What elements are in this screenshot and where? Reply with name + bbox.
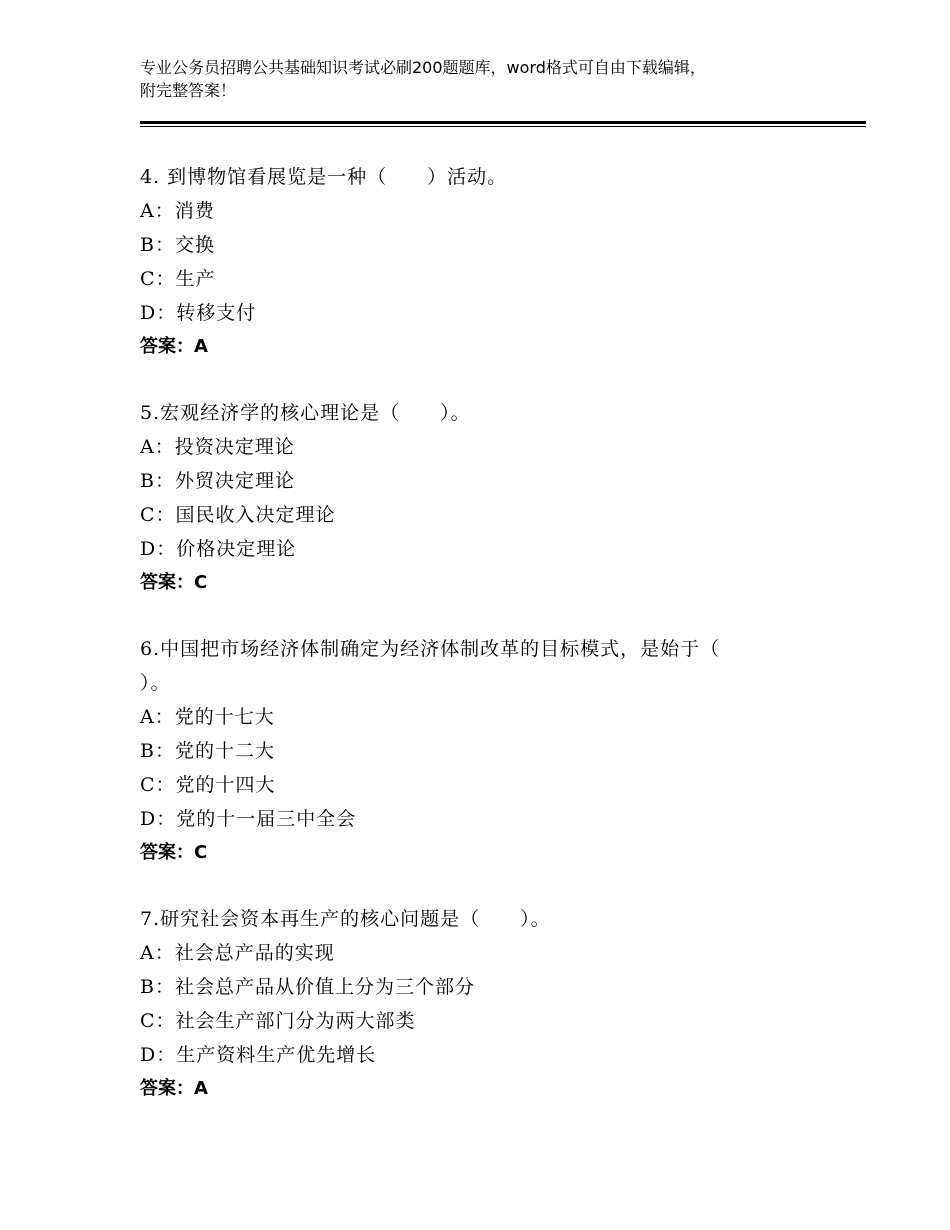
- option-b: B：交换: [140, 234, 215, 256]
- question-list: [140, 160, 840, 1138]
- option-b: B：党的十二大: [140, 740, 275, 762]
- question-stem: 7.研究社会资本再生产的核心问题是（ ）。: [140, 908, 551, 930]
- answer-label: 答案：A: [140, 336, 208, 357]
- option-c: C：国民收入决定理论: [140, 504, 336, 526]
- option-d: D：生产资料生产优先增长: [140, 1044, 377, 1066]
- answer-label: 答案：C: [140, 572, 208, 593]
- header-line-1: 专业公务员招聘公共基础知识考试必刷200题题库，word格式可自由下载编辑，: [140, 58, 706, 77]
- question-7: [140, 902, 840, 1106]
- option-c: C：党的十四大: [140, 774, 276, 796]
- option-d: D：价格决定理论: [140, 538, 297, 560]
- question-stem: 5.宏观经济学的核心理论是（ ）。: [140, 402, 471, 424]
- question-6: [140, 632, 840, 870]
- option-b: B：外贸决定理论: [140, 470, 295, 492]
- question-stem-continued: ）。: [140, 672, 171, 694]
- option-d: D：转移支付: [140, 302, 257, 324]
- answer-label: 答案：C: [140, 842, 208, 863]
- answer-label: 答案：A: [140, 1078, 208, 1099]
- header-divider-thick: [140, 121, 866, 124]
- question-4: [140, 160, 840, 364]
- question-stem: 6.中国把市场经济体制确定为经济体制改革的目标模式，是始于（: [140, 638, 721, 660]
- header-line-2: 附完整答案！: [140, 81, 237, 100]
- header-divider-thin: [140, 126, 866, 127]
- question-stem: 4. 到博物馆看展览是一种（ ）活动。: [140, 166, 508, 188]
- option-a: A：社会总产品的实现: [140, 942, 335, 964]
- option-a: A：党的十七大: [140, 706, 275, 728]
- question-5: [140, 396, 840, 600]
- option-a: A：投资决定理论: [140, 436, 295, 458]
- document-header: [140, 56, 840, 102]
- option-b: B：社会总产品从价值上分为三个部分: [140, 976, 475, 998]
- option-a: A：消费: [140, 200, 215, 222]
- option-c: C：生产: [140, 268, 216, 290]
- option-d: D：党的十一届三中全会: [140, 808, 357, 830]
- option-c: C：社会生产部门分为两大部类: [140, 1010, 416, 1032]
